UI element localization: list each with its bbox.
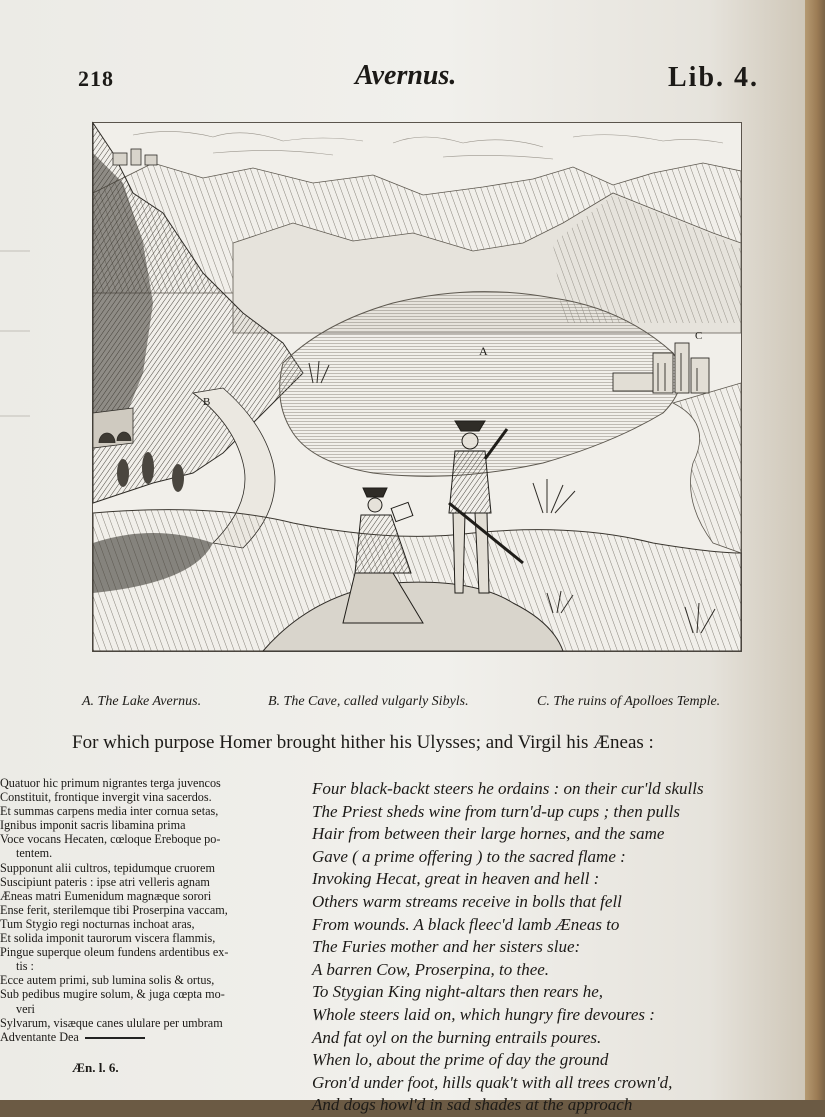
running-title: Avernus. — [355, 60, 457, 91]
page-number: 218 — [78, 66, 114, 91]
english-line: To Stygian King night-altars then rears he, — [312, 982, 604, 1002]
latin-rule — [85, 1037, 145, 1039]
english-line: The Priest sheds wine from turn'd-up cups ; then pulls — [312, 801, 681, 821]
latin-line-text: Adventante Dea — [0, 1029, 79, 1044]
english-line: When lo, about the prime of day the ground — [312, 1050, 609, 1070]
english-line: Whole steers laid on, which hungry fire devoures : — [312, 1004, 655, 1024]
plate-label-b: B — [203, 396, 211, 408]
latin-line: Pingue superque oleum fundens ardentibus ex- — [0, 945, 229, 960]
plate-captions — [0, 694, 805, 718]
cave-entrance — [93, 408, 133, 448]
latin-line: veri — [16, 1001, 35, 1016]
latin-line: Æneas matri Eumenidum magnæque sorori — [0, 888, 212, 903]
latin-line: Et summas carpens media inter cornua setas, — [0, 804, 219, 819]
page-header — [0, 58, 805, 98]
latin-line: Tum Stygio regi nocturnas inchoat aras, — [0, 916, 195, 931]
english-verse — [312, 778, 782, 1117]
english-line: Hair from between their large hornes, and the same — [312, 824, 665, 844]
latin-line: Voce vocans Hecaten, cœloque Ereboque po- — [0, 832, 221, 847]
english-line: Invoking Hecat, great in heaven and hell : — [312, 869, 600, 889]
latin-line: tentem. — [16, 846, 53, 861]
english-line: A barren Cow, Proserpina, to thee. — [312, 959, 550, 979]
plate-label-a: A — [479, 344, 488, 358]
english-line: And dogs howl'd in sad shades at the approach — [312, 1095, 633, 1115]
english-line: Four black-backt steers he ordains : on their cur'ld skulls — [312, 779, 704, 798]
latin-reference: Æn. l. 6. — [72, 1060, 119, 1075]
latin-line: Ense ferit, sterilemque tibi Proserpina vaccam, — [0, 902, 228, 917]
latin-line: Quatuor hic primum nigrantes terga juvencos — [0, 776, 221, 790]
latin-line: Et solida imponit taurorum viscera flammis, — [0, 931, 216, 946]
engraving-plate — [92, 122, 742, 652]
latin-line: Constituit, frontique invergit vina sacerdos. — [0, 790, 212, 805]
show-through-mark — [0, 250, 30, 252]
latin-verse — [0, 776, 290, 1044]
english-line: Gave ( a prime offering ) to the sacred flame : — [312, 846, 626, 866]
latin-line: Ecce autem primi, sub lumina solis & ortus, — [0, 973, 215, 988]
latin-line — [0, 1030, 290, 1044]
book-spine — [805, 0, 825, 1100]
engraving-illustration — [93, 123, 741, 651]
latin-line: Suscipiunt pateris : ipse atri velleris agnam — [0, 874, 210, 889]
show-through-mark — [0, 330, 30, 332]
english-line: From wounds. A black fleec'd lamb Æneas to — [312, 914, 620, 934]
latin-line: Sylvarum, visæque canes ululare per umbram — [0, 1015, 223, 1030]
show-through-mark — [0, 415, 30, 417]
latin-line: Ignibus imponit sacris libamina prima — [0, 818, 186, 833]
english-line: Others warm streams receive in bolls that fell — [312, 891, 622, 911]
plate-label-c: C — [695, 330, 703, 342]
caption-c: C. The ruins of Apolloes Temple. — [537, 694, 721, 709]
book-label: Lib. 4. — [668, 62, 760, 93]
caption-b: B. The Cave, called vulgarly Sibyls. — [268, 694, 469, 709]
english-line: The Furies mother and her sisters slue: — [312, 937, 581, 957]
latin-line: Sub pedibus mugire solum, & juga cœpta mo- — [0, 987, 225, 1002]
latin-line: Supponunt alii cultros, tepidumque cruorem — [0, 860, 215, 875]
english-line: And fat oyl on the burning entrails poures. — [312, 1027, 602, 1047]
intro-line: For which purpose Homer brought hither his Ulysses; and Virgil his Æneas : — [72, 732, 654, 753]
caption-a: A. The Lake Avernus. — [82, 694, 202, 709]
english-line: Gron'd under foot, hills quak't with all trees crown'd, — [312, 1072, 673, 1092]
latin-line: tis : — [16, 959, 34, 974]
